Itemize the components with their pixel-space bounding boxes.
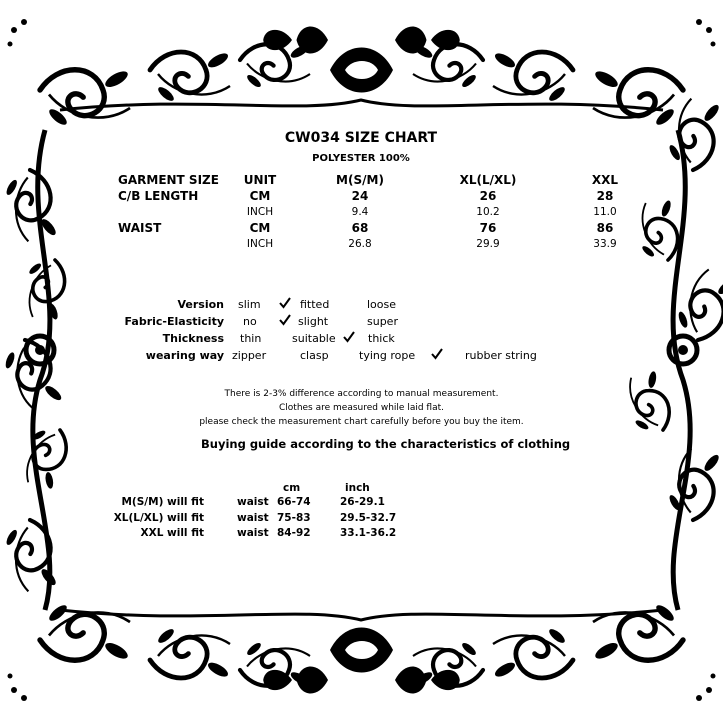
guide-col-cm: cm bbox=[283, 482, 301, 494]
length-cm-unit: CM bbox=[249, 189, 271, 203]
waist-inch-xxl: 33.9 bbox=[593, 238, 617, 250]
checkmark-icon bbox=[279, 314, 291, 326]
top-ornament bbox=[40, 27, 683, 128]
waist-cm-xl: 76 bbox=[479, 221, 497, 235]
right-ornament bbox=[619, 96, 723, 610]
guide-part-xl: waist bbox=[237, 512, 269, 524]
bottom-ornament bbox=[40, 603, 683, 694]
header-unit: UNIT bbox=[243, 173, 277, 187]
wearing-option-clasp: clasp bbox=[300, 349, 329, 362]
chart-title: CW034 SIZE CHART bbox=[284, 130, 438, 146]
guide-cm-m: 66-74 bbox=[277, 496, 311, 508]
length-inch-xl: 10.2 bbox=[476, 206, 500, 218]
left-ornament bbox=[0, 130, 74, 610]
thickness-option-thin: thin bbox=[240, 332, 262, 345]
guide-size-m: M(S/M) will fit bbox=[121, 496, 204, 508]
waist-inch-m: 26.8 bbox=[348, 238, 372, 250]
feature-label-version: Version bbox=[177, 298, 224, 311]
thickness-option-thick: thick bbox=[368, 332, 395, 345]
header-garment-size: GARMENT SIZE bbox=[118, 173, 219, 187]
guide-inch-xl: 29.5-32.7 bbox=[340, 512, 397, 524]
version-option-fitted: fitted bbox=[300, 298, 330, 311]
note-difference: There is 2-3% difference according to manual measurement. bbox=[224, 389, 499, 399]
header-size-m: M(S/M) bbox=[336, 173, 384, 187]
material-label: POLYESTER 100% bbox=[312, 153, 410, 164]
feature-label-elasticity: Fabric-Elasticity bbox=[124, 315, 224, 328]
waist-cm-m: 68 bbox=[351, 221, 369, 235]
wearing-option-rubber-string: rubber string bbox=[465, 349, 537, 362]
version-option-loose: loose bbox=[367, 298, 397, 311]
feature-label-wearing-way: wearing way bbox=[145, 349, 224, 362]
guide-cm-xl: 75-83 bbox=[277, 512, 311, 524]
guide-cm-xxl: 84-92 bbox=[277, 527, 311, 539]
length-inch-m: 9.4 bbox=[351, 206, 369, 218]
version-option-slim: slim bbox=[238, 298, 261, 311]
waist-inch-xl: 29.9 bbox=[476, 238, 500, 250]
feature-label-thickness: Thickness bbox=[162, 332, 224, 345]
waist-cm-xxl: 86 bbox=[596, 221, 614, 235]
length-cm-m: 24 bbox=[351, 189, 369, 203]
wearing-option-tying-rope: tying rope bbox=[359, 349, 416, 362]
elasticity-option-slight: slight bbox=[298, 315, 329, 328]
guide-inch-xxl: 33.1-36.2 bbox=[340, 527, 397, 539]
row-label-waist: WAIST bbox=[118, 221, 162, 235]
length-cm-xxl: 28 bbox=[596, 189, 614, 203]
header-size-xl: XL(L/XL) bbox=[459, 173, 517, 187]
row-label-length: C/B LENGTH bbox=[118, 189, 199, 203]
note-check-chart: please check the measurement chart carefully before you buy the item. bbox=[199, 417, 524, 427]
length-inch-xxl: 11.0 bbox=[593, 206, 617, 218]
guide-part-xxl: waist bbox=[237, 527, 269, 539]
waist-cm-unit: CM bbox=[249, 221, 271, 235]
guide-size-xl: XL(L/XL) will fit bbox=[113, 512, 204, 524]
buying-guide-title: Buying guide according to the characteristics of clothing bbox=[201, 437, 571, 451]
thickness-option-suitable: suitable bbox=[292, 332, 336, 345]
length-inch-unit: INCH bbox=[246, 206, 274, 218]
wearing-option-zipper: zipper bbox=[232, 349, 267, 362]
guide-size-xxl: XXL will fit bbox=[140, 527, 204, 539]
guide-inch-m: 26-29.1 bbox=[340, 496, 385, 508]
checkmark-icon bbox=[343, 331, 355, 343]
note-laid-flat: Clothes are measured while laid flat. bbox=[279, 403, 444, 413]
checkmark-icon bbox=[431, 348, 443, 360]
guide-part-m: waist bbox=[237, 496, 269, 508]
waist-inch-unit: INCH bbox=[246, 238, 274, 250]
guide-col-inch: inch bbox=[345, 482, 370, 494]
length-cm-xl: 26 bbox=[479, 189, 497, 203]
checkmark-icon bbox=[279, 297, 291, 309]
elasticity-option-super: super bbox=[367, 315, 398, 328]
elasticity-option-no: no bbox=[243, 315, 257, 328]
header-size-xxl: XXL bbox=[591, 173, 619, 187]
